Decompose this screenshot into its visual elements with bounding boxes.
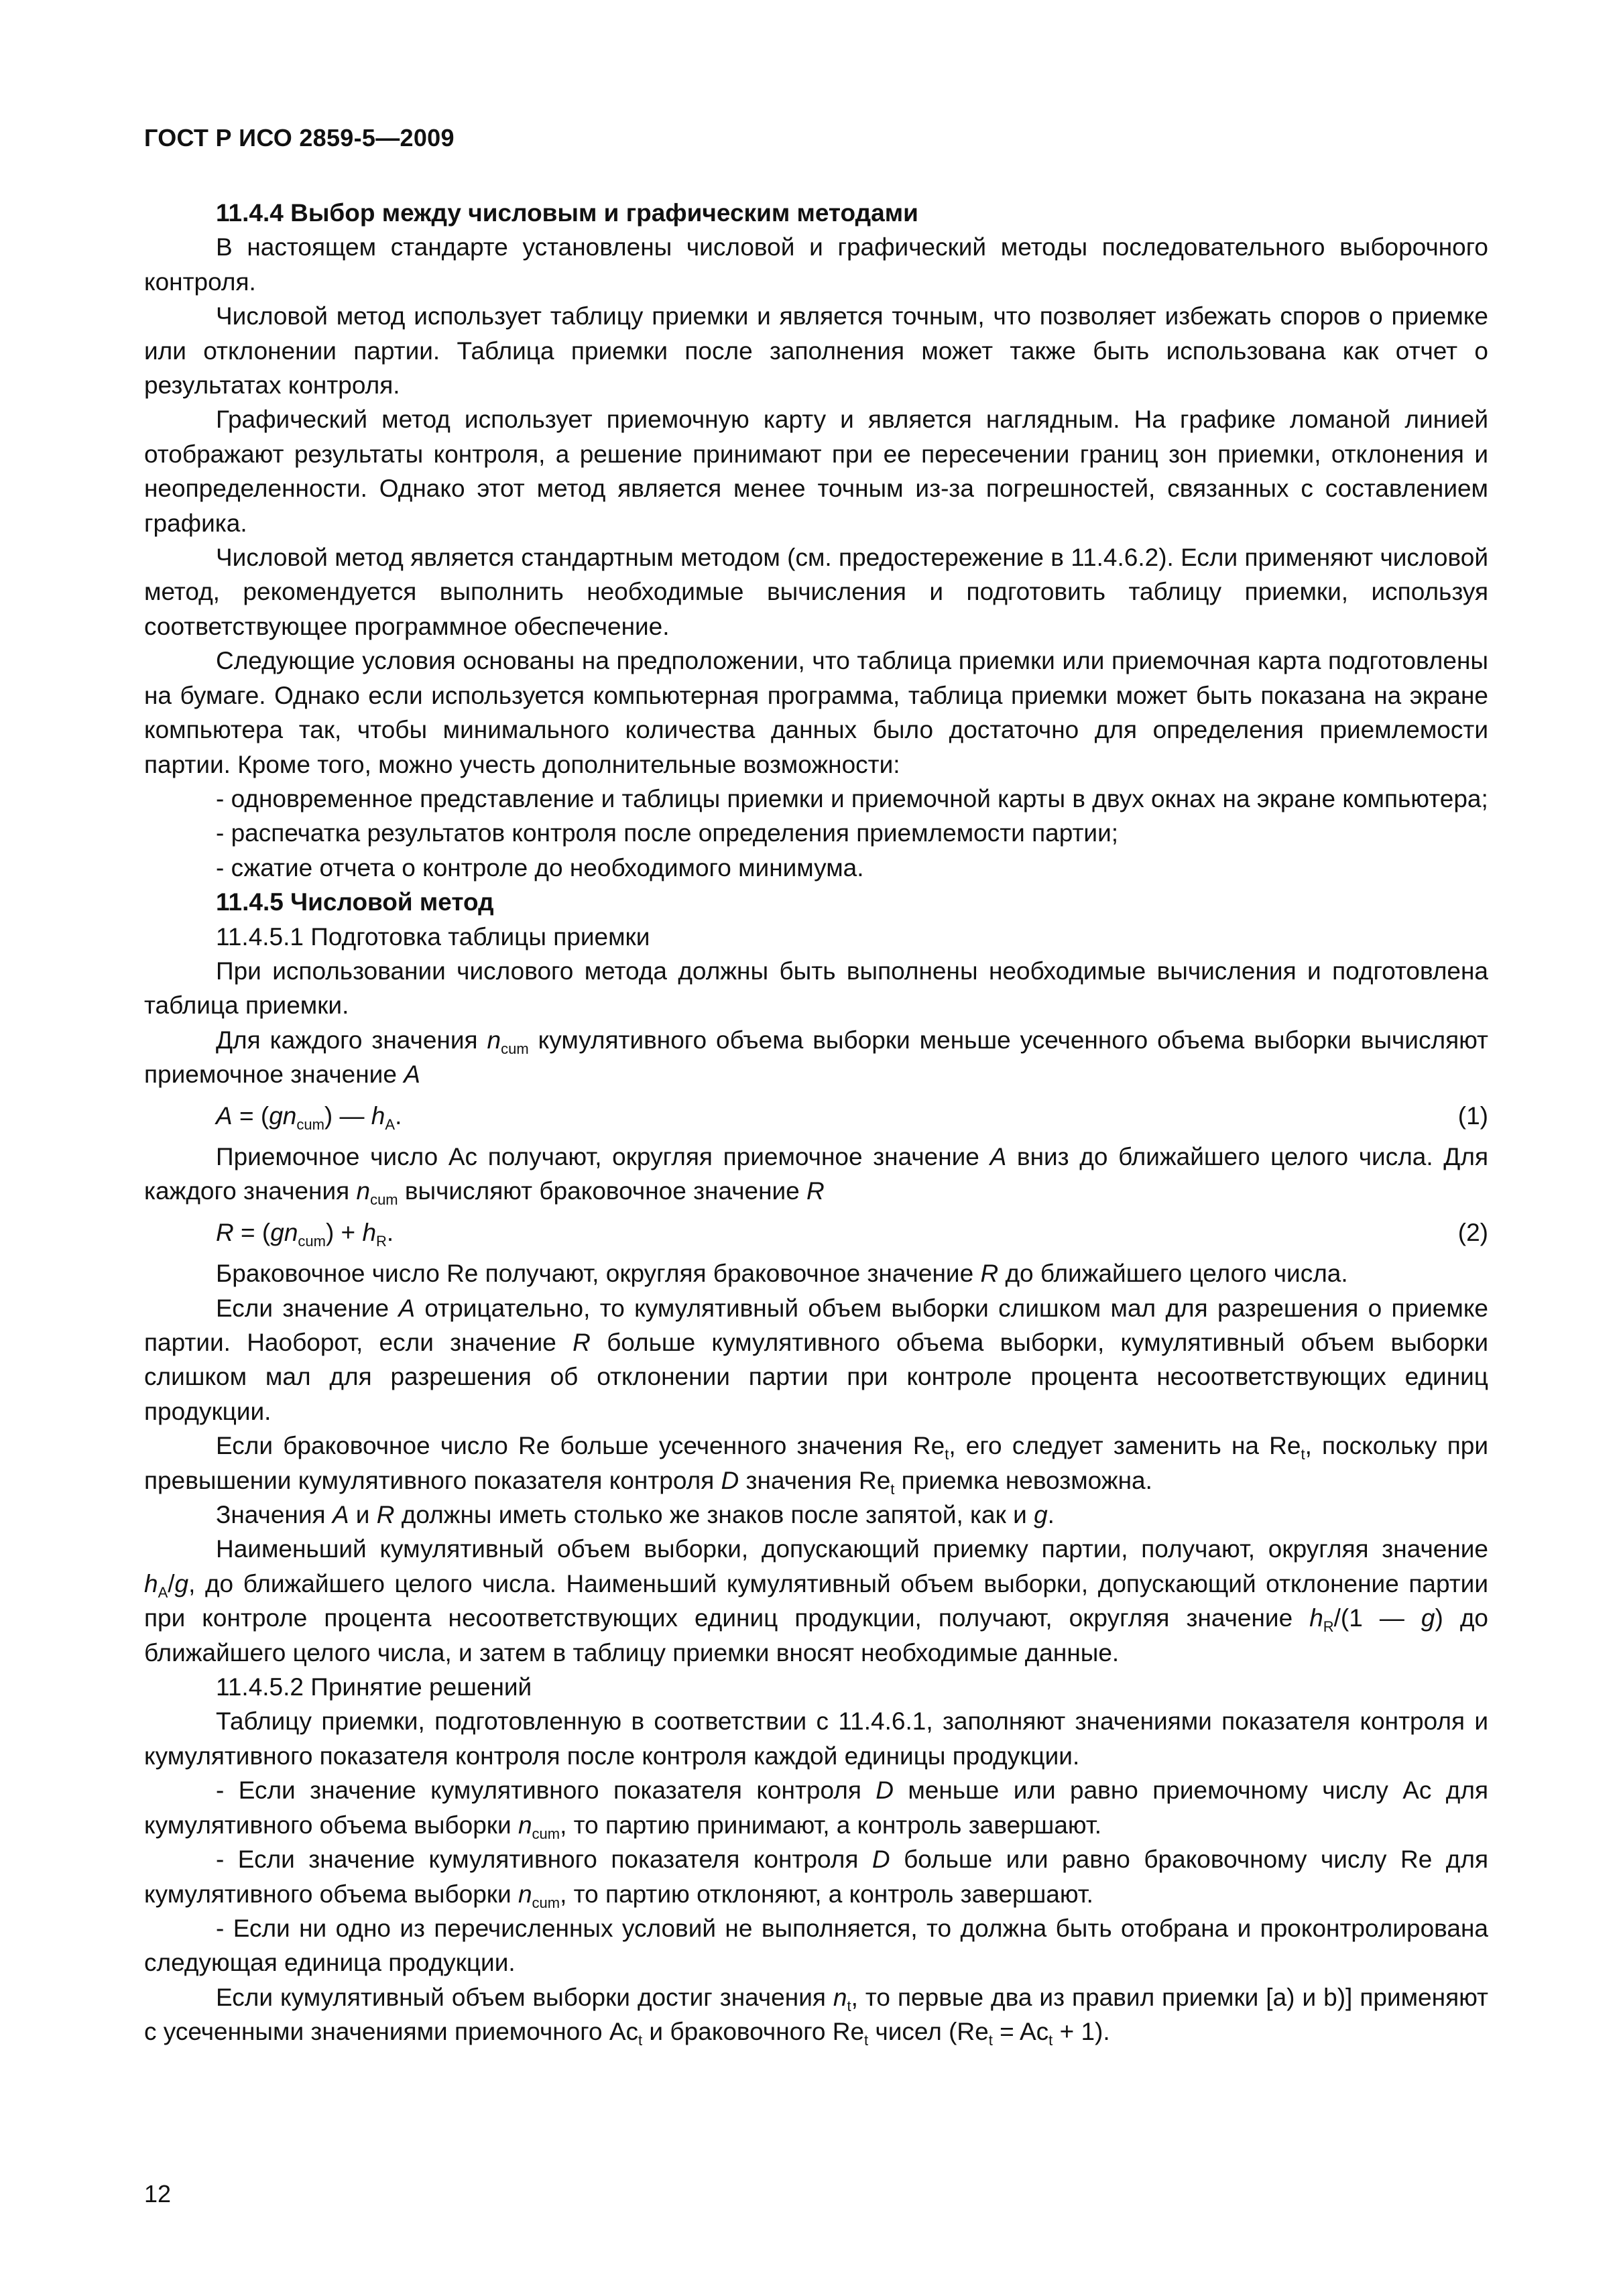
section-heading-11-4-4: 11.4.4 Выбор между числовым и графическим методами (216, 199, 918, 227)
paragraph: Числовой метод использует таблицу приемки и является точным, что позволяет избежать споров о приемке или отклонении партии. Таблица приемки после заполнения может также быть использована как отчет о результатах контроля. (144, 302, 1488, 400)
paragraph: Если браковочное число Re больше усеченного значения $Re_t$, его следует заменить на $Re_t$, поскольку при превышении кумулятивного показателя контроля D значения $Re_t$ приемка невозможна. (144, 1432, 1488, 1498)
paragraph: Для каждого значения $n_{cum}$ кумулятивного объема выборки меньше усеченного объема выборки вычисляют приемочное значение A (144, 1026, 1488, 1089)
page-number: 12 (144, 2180, 172, 2208)
formula-number: (2) (1457, 1218, 1488, 1246)
paragraph: Если кумулятивный объем выборки достиг значения $n_t$, то первые два из правил приемки [a) и b)] применяют с усеченными значениями приемочного $Ac_t$ и браковочного $Re_t$ чисел $(Re_t = Ac_t + 1)$. (144, 1983, 1488, 2049)
list-item: - распечатка результатов контроля после определения приемлемости партии; (216, 819, 1119, 847)
section-heading-11-4-5: 11.4.5 Числовой метод (216, 888, 494, 916)
paragraph: Приемочное число Ac получают, округляя приемочное значение A вниз до ближайшего целого числа. Для каждого значения $n_{cum}$ вычисляют браковочное значение R (144, 1142, 1488, 1209)
paragraph: Значения A и R должны иметь столько же знаков после запятой, как и g. (216, 1501, 1055, 1529)
paragraph: Браковочное число Re получают, округляя браковочное значение R до ближайшего целого числа. (216, 1260, 1348, 1288)
page-body (144, 196, 1488, 2049)
list-item: - сжатие отчета о контроле до необходимого минимума. (216, 853, 864, 882)
paragraph: Числовой метод является стандартным методом (см. предостережение в 11.4.6.2). Если применяют числовой метод, рекомендуется выполнить необходимые вычисления и подготовить таблицу приемки, используя соответствующее программное обеспечение. (144, 544, 1488, 640)
paragraph: - Если ни одно из перечисленных условий не выполняется, то должна быть отобрана и проконтролирована следующая единица продукции. (144, 1914, 1488, 1977)
formula-1: $A = (gn_{cum})$ — $h_A$. (1) (144, 1099, 1488, 1133)
subsection-heading: 11.4.5.1 Подготовка таблицы приемки (216, 922, 650, 951)
paragraph: В настоящем стандарте установлены числовой и графический методы последовательного выборочного контроля. (144, 233, 1488, 296)
paragraph: Наименьший кумулятивный объем выборки, допускающий приемку партии, получают, округляя значение $h_A/g$, до ближайшего целого числа. Наименьший кумулятивный объем выборки, допускающий отклонение партии при контроле процента несоответствующих единиц продукции, получают, округляя значение $h_R/(1$ — g) до ближайшего целого числа, и затем в таблицу приемки вносят необходимые данные. (144, 1535, 1488, 1667)
paragraph: Следующие условия основаны на предположении, что таблица приемки или приемочная карта подготовлены на бумаге. Однако если используется компьютерная программа, таблица приемки может быть показана на экране компьютера так, чтобы минимального количества данных было достаточно для определения приемлемости партии. Кроме того, можно учесть дополнительные возможности: (144, 647, 1488, 778)
list-item: - одновременное представление и таблицы приемки и приемочной карты в двух окнах на экране компьютера; (216, 784, 1488, 812)
paragraph: Графический метод использует приемочную карту и является наглядным. На графике ломаной линией отображают результаты контроля, а решение принимают при ее пересечении границ зон приемки, отклонения и неопределенности. Однако этот метод является менее точным из-за погрешностей, связанных с составлением графика. (144, 406, 1488, 537)
document-header: ГОСТ Р ИСО 2859-5—2009 (144, 124, 455, 152)
paragraph: Если значение A отрицательно, то кумулятивный объем выборки слишком мал для разрешения о приемке партии. Наоборот, если значение R больше кумулятивного объема выборки, кумулятивный объем выборки слишком мал для разрешения об отклонении партии при контроле процента несоответствующих единиц продукции. (144, 1294, 1489, 1425)
paragraph: - Если значение кумулятивного показателя контроля D больше или равно браковочному числу Re для кумулятивного объема выборки $n_{cum}$, то партию отклоняют, а контроль завершают. (144, 1846, 1489, 1911)
paragraph: - Если значение кумулятивного показателя контроля D меньше или равно приемочному числу Ac для кумулятивного объема выборки $n_{cum}$, то партию принимают, а контроль завершают. (144, 1776, 1488, 1842)
paragraph: Таблицу приемки, подготовленную в соответствии с 11.4.6.1, заполняют значениями показателя контроля и кумулятивного показателя контроля после контроля каждой единицы продукции. (144, 1707, 1488, 1770)
formula-number: (1) (1457, 1101, 1488, 1130)
formula-2: $R = (gn_{cum}) + h_R$. (2) (144, 1215, 1488, 1250)
paragraph: При использовании числового метода должны быть выполнены необходимые вычисления и подготовлена таблица приемки. (144, 957, 1488, 1020)
subsection-heading: 11.4.5.2 Принятие решений (216, 1673, 532, 1701)
